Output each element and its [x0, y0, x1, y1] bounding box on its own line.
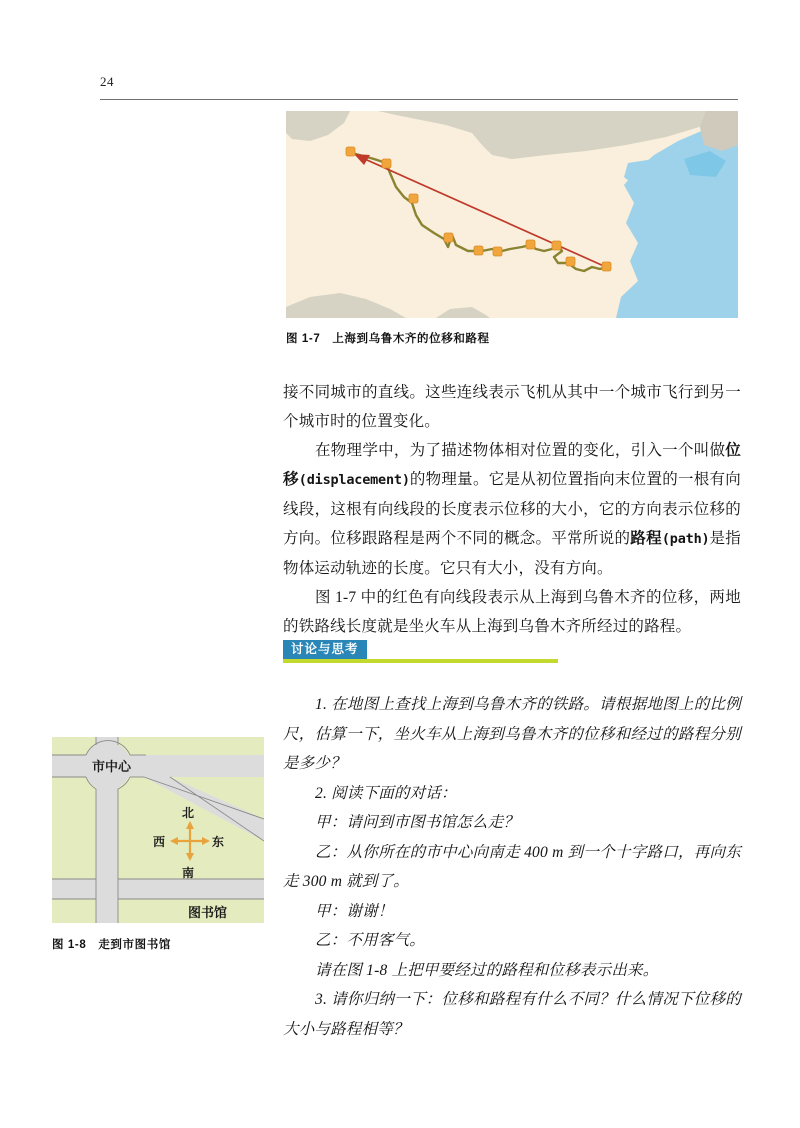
discussion-item: 乙：从你所在的市中心向南走 400 m 到一个十字路口，再向东走 300 m 就到了。 [283, 843, 741, 890]
text-run: (path) [661, 531, 710, 547]
paragraph-2 [283, 436, 741, 583]
china-map-svg [286, 111, 738, 318]
text-run: 是指物体运动轨迹的长度。它只有大小，没有方向。 [283, 530, 742, 577]
discussion-item: 2. 阅读下面的对话： [315, 784, 457, 802]
street-label-city-center: 市中心 [92, 759, 132, 774]
discussion-rule [283, 659, 558, 663]
discussion-section-header [283, 640, 558, 664]
figure-china-map-title: 上海到乌鲁木齐的位移和路程 [332, 333, 490, 345]
text-run: 位移 [283, 442, 741, 488]
discussion-item: 1. 在地图上查找上海到乌鲁木齐的铁路。请根据地图上的比例尺，估算一下，坐火车从上海到乌鲁木齐的位移和经过的路程分别是多少？ [283, 696, 741, 772]
text-run: 接不同城市的直线。这些连线表示飞机从其中一个城市飞行到另一个城市时的位置变化。 [283, 384, 741, 430]
discussion-item: 3. 请你归纳一下：位移和路程有什么不同？什么情况下位移的大小与路程相等？ [283, 991, 741, 1038]
discussion-items [283, 690, 741, 1044]
paragraph-3 [283, 583, 741, 641]
discussion-item: 甲：请问到市图书馆怎么走？ [315, 814, 520, 831]
discussion-item: 乙：不用客气。 [315, 932, 425, 949]
header-divider [100, 99, 738, 100]
paragraph-1 [283, 378, 741, 436]
discussion-badge: 讨论与思考 [283, 640, 367, 659]
text-run: 图 1-7 中的红色有向线段表示从上海到乌鲁木齐的位移，两地的铁路线长度就是坐火车从上海到乌鲁木齐所经过的路程。 [283, 589, 741, 635]
figure-street-map-caption [52, 936, 171, 952]
figure-china-map-caption [286, 330, 490, 346]
discussion-item: 甲：谢谢！ [315, 902, 394, 920]
page-number: 24 [100, 74, 114, 89]
figure-street-map [52, 737, 264, 923]
street-label-library: 图书馆 [188, 905, 228, 920]
discussion-item: 请在图 1-8 上把甲要经过的路程和位移表示出来。 [315, 961, 659, 979]
street-label-north: 北 [182, 806, 195, 820]
text-run: 在物理学中，为了描述物体相对位置的变化，引入一个叫做 [315, 442, 726, 459]
street-label-east: 东 [212, 835, 225, 849]
text-run: 的物理量。它是从初位置指向末位置的一根有向线段，这根有向线段的长度表示位移的大小，它的方向表示位移的方向。位移跟路程是两个不同的概念。平常所说的 [283, 471, 742, 547]
figure-china-map-number: 图 1-7 [286, 333, 321, 345]
street-map-svg [52, 737, 264, 923]
figure-street-map-title: 走到市图书馆 [98, 939, 171, 951]
figure-china-map [286, 111, 738, 318]
street-label-west: 西 [153, 835, 166, 849]
street-label-south: 南 [182, 866, 195, 880]
text-run: (displacement) [298, 472, 410, 488]
body-text-column [283, 378, 741, 641]
figure-street-map-number: 图 1-8 [52, 939, 87, 951]
text-run: 路程 [630, 530, 662, 547]
